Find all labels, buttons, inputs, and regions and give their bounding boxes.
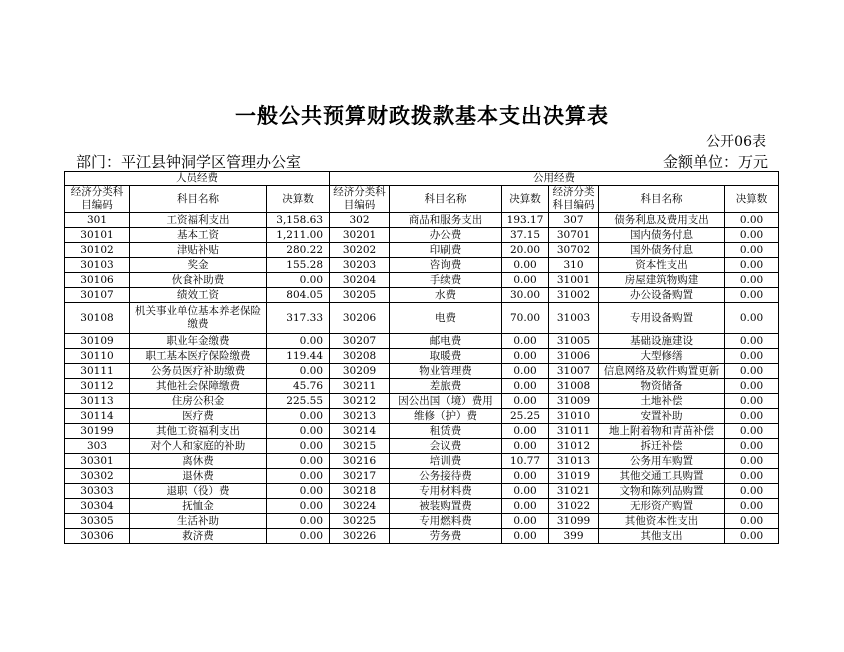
table-row (65, 454, 779, 469)
table-row (65, 334, 779, 349)
cell-name: 资本性支出 (599, 258, 725, 273)
cell-code: 30306 (65, 529, 130, 544)
cell-amount: 0.00 (267, 484, 330, 499)
table-row (65, 228, 779, 243)
cell-name: 大型修缮 (599, 349, 725, 364)
expenditure-table (64, 171, 779, 544)
cell-code: 30109 (65, 334, 130, 349)
unit-label: 金额单位：万元 (662, 153, 768, 171)
table-row (65, 288, 779, 303)
cell-amount: 30.00 (502, 288, 549, 303)
table-row (65, 303, 779, 334)
cell-amount: 45.76 (267, 379, 330, 394)
cell-name: 公务员医疗补助缴费 (130, 364, 267, 379)
cell-code: 30211 (330, 379, 390, 394)
cell-amount: 155.28 (267, 258, 330, 273)
cell-code: 30209 (330, 364, 390, 379)
table-row (65, 424, 779, 439)
cell-name: 信息网络及软件购置更新 (599, 364, 725, 379)
cell-code: 30201 (330, 228, 390, 243)
cell-amount: 0.00 (725, 364, 779, 379)
cell-amount: 0.00 (267, 409, 330, 424)
cell-name: 其他工资福利支出 (130, 424, 267, 439)
cell-code: 303 (65, 439, 130, 454)
cell-code: 30205 (330, 288, 390, 303)
cell-amount: 0.00 (725, 469, 779, 484)
cell-code: 30108 (65, 303, 130, 334)
cell-code: 30226 (330, 529, 390, 544)
cell-name: 取暖费 (390, 349, 502, 364)
cell-amount: 0.00 (725, 213, 779, 228)
cell-code: 30203 (330, 258, 390, 273)
department-label: 部门：平江县钟洞学区管理办公室 (76, 153, 302, 171)
cell-code: 31006 (549, 349, 599, 364)
cell-code: 30212 (330, 394, 390, 409)
cell-amount: 0.00 (725, 424, 779, 439)
cell-amount: 37.15 (502, 228, 549, 243)
cell-amount: 0.00 (502, 484, 549, 499)
cell-name: 因公出国（境）费用 (390, 394, 502, 409)
cell-amount: 0.00 (267, 499, 330, 514)
cell-amount: 0.00 (725, 228, 779, 243)
cell-name: 无形资产购置 (599, 499, 725, 514)
cell-code: 31011 (549, 424, 599, 439)
cell-name: 抚恤金 (130, 499, 267, 514)
cell-name: 退职（役）费 (130, 484, 267, 499)
cell-code: 31001 (549, 273, 599, 288)
cell-name: 绩效工资 (130, 288, 267, 303)
table-row (65, 469, 779, 484)
cell-name: 其他支出 (599, 529, 725, 544)
cell-name: 印刷费 (390, 243, 502, 258)
cell-code: 30113 (65, 394, 130, 409)
cell-name: 水费 (390, 288, 502, 303)
cell-code: 30207 (330, 334, 390, 349)
cell-amount: 0.00 (725, 439, 779, 454)
cell-name: 房屋建筑物购建 (599, 273, 725, 288)
cell-code: 30106 (65, 273, 130, 288)
cell-name: 专用燃料费 (390, 514, 502, 529)
cell-code: 30213 (330, 409, 390, 424)
col-header-code: 经济分类科目编码 (330, 186, 390, 213)
table-row (65, 258, 779, 273)
cell-code: 30303 (65, 484, 130, 499)
group-public: 公用经费 (330, 172, 779, 186)
cell-code: 30217 (330, 469, 390, 484)
table-row (65, 364, 779, 379)
cell-code: 30202 (330, 243, 390, 258)
cell-code: 31099 (549, 514, 599, 529)
cell-name: 地上附着物和青苗补偿 (599, 424, 725, 439)
cell-code: 30199 (65, 424, 130, 439)
cell-code: 30102 (65, 243, 130, 258)
cell-code: 30225 (330, 514, 390, 529)
cell-name: 救济费 (130, 529, 267, 544)
cell-amount: 0.00 (502, 469, 549, 484)
cell-amount: 0.00 (267, 439, 330, 454)
cell-name: 公务接待费 (390, 469, 502, 484)
cell-name: 土地补偿 (599, 394, 725, 409)
cell-amount: 0.00 (725, 499, 779, 514)
cell-code: 30208 (330, 349, 390, 364)
cell-amount: 0.00 (502, 394, 549, 409)
cell-amount: 20.00 (502, 243, 549, 258)
cell-code: 30216 (330, 454, 390, 469)
cell-code: 31013 (549, 454, 599, 469)
table-row (65, 243, 779, 258)
table-row (65, 273, 779, 288)
col-header-amount: 决算数 (267, 186, 330, 213)
cell-name: 差旅费 (390, 379, 502, 394)
cell-name: 文物和陈列品购置 (599, 484, 725, 499)
cell-amount: 0.00 (502, 439, 549, 454)
cell-name: 商品和服务支出 (390, 213, 502, 228)
cell-name: 住房公积金 (130, 394, 267, 409)
cell-name: 国外债务付息 (599, 243, 725, 258)
cell-code: 31003 (549, 303, 599, 334)
table-row (65, 409, 779, 424)
cell-name: 其他社会保障缴费 (130, 379, 267, 394)
cell-name: 职业年金缴费 (130, 334, 267, 349)
cell-amount: 0.00 (725, 454, 779, 469)
cell-name: 拆迁补偿 (599, 439, 725, 454)
cell-code: 31012 (549, 439, 599, 454)
cell-name: 债务利息及费用支出 (599, 213, 725, 228)
cell-amount: 0.00 (725, 258, 779, 273)
table-number: 公开06表 (706, 134, 766, 150)
cell-amount: 0.00 (725, 273, 779, 288)
cell-amount: 1,211.00 (267, 228, 330, 243)
cell-name: 生活补助 (130, 514, 267, 529)
cell-name: 职工基本医疗保险缴费 (130, 349, 267, 364)
table-row (65, 529, 779, 544)
cell-name: 培训费 (390, 454, 502, 469)
col-header-amount: 决算数 (725, 186, 779, 213)
cell-name: 基本工资 (130, 228, 267, 243)
cell-name: 伙食补助费 (130, 273, 267, 288)
cell-amount: 0.00 (725, 303, 779, 334)
cell-amount: 0.00 (267, 469, 330, 484)
cell-code: 307 (549, 213, 599, 228)
cell-name: 津贴补贴 (130, 243, 267, 258)
cell-code: 30215 (330, 439, 390, 454)
cell-name: 奖金 (130, 258, 267, 273)
cell-amount: 0.00 (502, 529, 549, 544)
cell-code: 30110 (65, 349, 130, 364)
cell-name: 办公费 (390, 228, 502, 243)
cell-code: 30702 (549, 243, 599, 258)
cell-name: 安置补助 (599, 409, 725, 424)
cell-amount: 193.17 (502, 213, 549, 228)
cell-name: 机关事业单位基本养老保险缴费 (130, 303, 267, 334)
cell-amount: 225.55 (267, 394, 330, 409)
col-header-name: 科目名称 (130, 186, 267, 213)
cell-amount: 0.00 (502, 499, 549, 514)
cell-name: 其他交通工具购置 (599, 469, 725, 484)
table-row (65, 394, 779, 409)
cell-amount: 0.00 (502, 379, 549, 394)
table-row (65, 379, 779, 394)
cell-amount: 0.00 (725, 484, 779, 499)
cell-amount: 0.00 (502, 334, 549, 349)
table-row (65, 349, 779, 364)
cell-name: 邮电费 (390, 334, 502, 349)
cell-code: 31009 (549, 394, 599, 409)
table-row (65, 514, 779, 529)
page-title: 一般公共预算财政拨款基本支出决算表 (235, 104, 609, 128)
cell-name: 会议费 (390, 439, 502, 454)
cell-amount: 0.00 (725, 514, 779, 529)
cell-amount: 0.00 (267, 529, 330, 544)
cell-amount: 0.00 (725, 529, 779, 544)
cell-code: 31005 (549, 334, 599, 349)
cell-name: 办公设备购置 (599, 288, 725, 303)
col-header-code: 经济分类科目编码 (65, 186, 130, 213)
cell-code: 30302 (65, 469, 130, 484)
cell-amount: 0.00 (502, 273, 549, 288)
cell-code: 30214 (330, 424, 390, 439)
cell-name: 劳务费 (390, 529, 502, 544)
cell-name: 被装购置费 (390, 499, 502, 514)
cell-code: 30103 (65, 258, 130, 273)
cell-code: 31008 (549, 379, 599, 394)
cell-name: 医疗费 (130, 409, 267, 424)
cell-amount: 119.44 (267, 349, 330, 364)
cell-code: 30112 (65, 379, 130, 394)
cell-name: 离休费 (130, 454, 267, 469)
cell-amount: 25.25 (502, 409, 549, 424)
cell-amount: 0.00 (725, 243, 779, 258)
cell-amount: 0.00 (267, 454, 330, 469)
cell-name: 其他资本性支出 (599, 514, 725, 529)
cell-code: 31007 (549, 364, 599, 379)
cell-code: 31019 (549, 469, 599, 484)
col-header-name: 科目名称 (390, 186, 502, 213)
cell-name: 手续费 (390, 273, 502, 288)
cell-name: 工资福利支出 (130, 213, 267, 228)
cell-code: 30204 (330, 273, 390, 288)
cell-code: 31010 (549, 409, 599, 424)
cell-name: 租赁费 (390, 424, 502, 439)
cell-amount: 0.00 (725, 349, 779, 364)
cell-amount: 0.00 (725, 379, 779, 394)
cell-name: 物资储备 (599, 379, 725, 394)
cell-amount: 0.00 (502, 514, 549, 529)
cell-amount: 317.33 (267, 303, 330, 334)
cell-name: 电费 (390, 303, 502, 334)
cell-code: 30218 (330, 484, 390, 499)
cell-name: 咨询费 (390, 258, 502, 273)
cell-code: 31002 (549, 288, 599, 303)
cell-code: 301 (65, 213, 130, 228)
cell-amount: 0.00 (502, 364, 549, 379)
cell-name: 对个人和家庭的补助 (130, 439, 267, 454)
table-row (65, 499, 779, 514)
cell-name: 退休费 (130, 469, 267, 484)
cell-code: 302 (330, 213, 390, 228)
cell-amount: 0.00 (267, 334, 330, 349)
cell-amount: 10.77 (502, 454, 549, 469)
cell-amount: 0.00 (267, 273, 330, 288)
group-personnel: 人员经费 (65, 172, 330, 186)
cell-code: 30701 (549, 228, 599, 243)
cell-amount: 0.00 (267, 514, 330, 529)
cell-amount: 70.00 (502, 303, 549, 334)
cell-code: 30301 (65, 454, 130, 469)
cell-code: 30111 (65, 364, 130, 379)
cell-amount: 0.00 (725, 288, 779, 303)
cell-code: 30114 (65, 409, 130, 424)
cell-name: 公务用车购置 (599, 454, 725, 469)
cell-amount: 804.05 (267, 288, 330, 303)
cell-amount: 0.00 (502, 349, 549, 364)
cell-amount: 0.00 (502, 258, 549, 273)
cell-name: 专用设备购置 (599, 303, 725, 334)
cell-amount: 0.00 (725, 409, 779, 424)
cell-code: 30206 (330, 303, 390, 334)
cell-amount: 0.00 (502, 424, 549, 439)
col-header-amount: 决算数 (502, 186, 549, 213)
cell-amount: 280.22 (267, 243, 330, 258)
col-header-code: 经济分类科目编码 (549, 186, 599, 213)
group-header-row (65, 172, 779, 186)
col-header-name: 科目名称 (599, 186, 725, 213)
cell-amount: 0.00 (725, 334, 779, 349)
cell-amount: 0.00 (267, 424, 330, 439)
cell-code: 310 (549, 258, 599, 273)
cell-name: 基础设施建设 (599, 334, 725, 349)
cell-name: 专用材料费 (390, 484, 502, 499)
cell-name: 物业管理费 (390, 364, 502, 379)
cell-code: 399 (549, 529, 599, 544)
cell-amount: 0.00 (725, 394, 779, 409)
cell-name: 国内债务付息 (599, 228, 725, 243)
cell-code: 31022 (549, 499, 599, 514)
table-row (65, 484, 779, 499)
cell-code: 30304 (65, 499, 130, 514)
cell-amount: 3,158.63 (267, 213, 330, 228)
cell-code: 30107 (65, 288, 130, 303)
cell-code: 30224 (330, 499, 390, 514)
cell-code: 30305 (65, 514, 130, 529)
cell-code: 31021 (549, 484, 599, 499)
cell-name: 维修（护）费 (390, 409, 502, 424)
cell-code: 30101 (65, 228, 130, 243)
column-header-row (65, 186, 779, 213)
cell-amount: 0.00 (267, 364, 330, 379)
table-row (65, 439, 779, 454)
table-row (65, 213, 779, 228)
